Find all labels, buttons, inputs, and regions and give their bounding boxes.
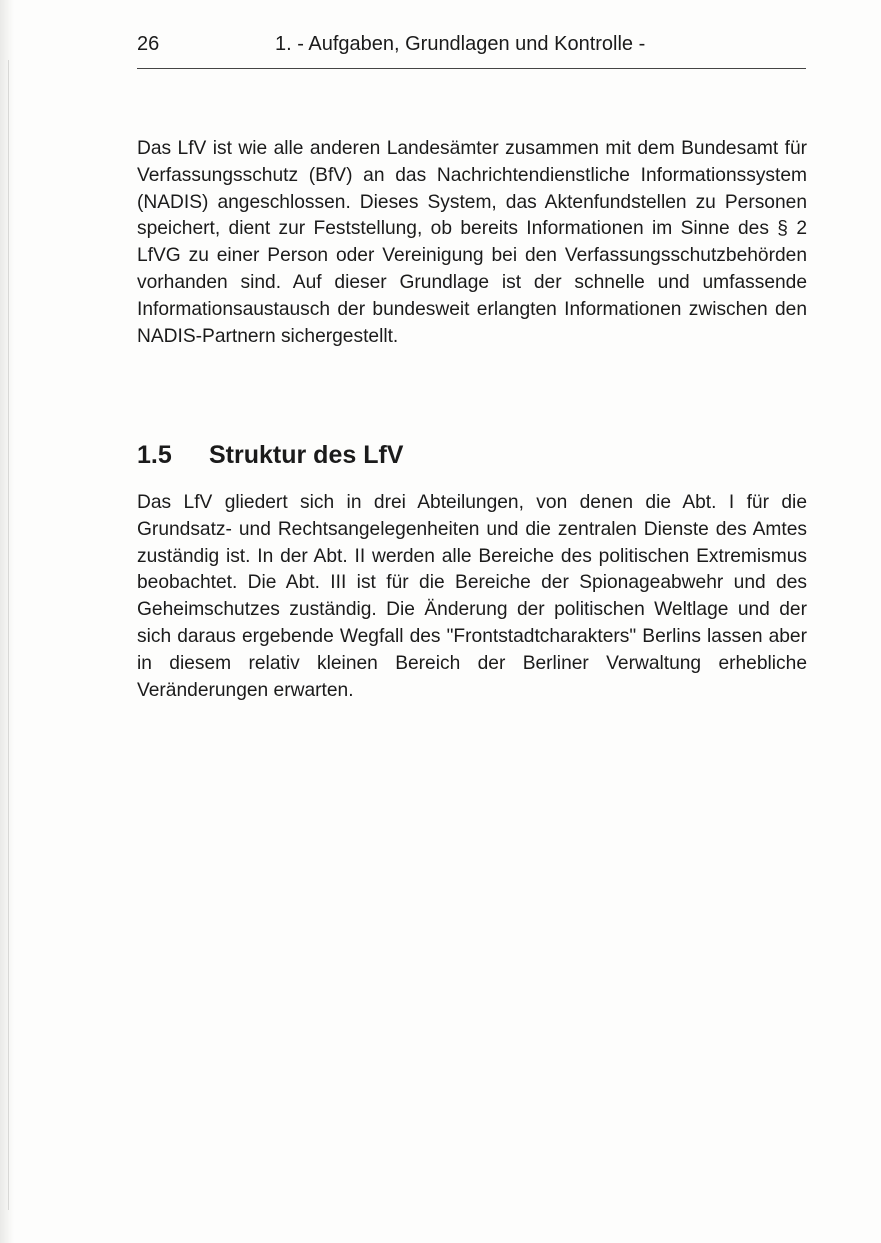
running-head: 1. - Aufgaben, Grundlagen und Kontrolle -	[275, 33, 646, 55]
section-number: 1.5	[137, 441, 172, 469]
page-number: 26	[137, 33, 160, 55]
scan-edge-line	[8, 60, 9, 1210]
section-title: Struktur des LfV	[209, 441, 404, 469]
header-rule	[137, 68, 806, 69]
paragraph-struktur: Das LfV gliedert sich in drei Abteilungen, von denen die Abt. I für die Grundsatz- und Rechtsangelegenheiten und die zentralen Dienste des Amtes zuständig ist. In der Abt. II werden alle Bereiche des politischen Extremismus beobachtet. Die Abt. III ist für die Bereiche der Spionageabwehr und des Geheimschutzes zuständig. Die Änderung der politischen Weltlage und der sich daraus ergebende Wegfall des "Frontstadtcharakters" Berlins lassen aber in diesem relativ kleinen Bereich der Berliner Verwaltung erhebliche Veränderungen erwarten.	[137, 492, 807, 701]
page-header	[137, 30, 807, 62]
scan-edge-shadow	[0, 0, 14, 1243]
paragraph-nadis: Das LfV ist wie alle anderen Landesämter zusammen mit dem Bundesamt für Verfassungsschutz (BfV) an das Nachrichtendienstliche Informationssystem (NADIS) angeschlossen. Dieses System, das Aktenfundstellen zu Personen speichert, dient zur Feststellung, ob bereits Informationen im Sinne des § 2 LfVG zu einer Person oder Vereinigung bei den Verfassungsschutzbehörden vorhanden sind. Auf dieser Grundlage ist der schnelle und umfassende Informationsaustausch der bundesweit erlangten Informationen zwischen den NADIS-Partnern sichergestellt.	[137, 138, 807, 347]
section-heading	[137, 438, 403, 472]
